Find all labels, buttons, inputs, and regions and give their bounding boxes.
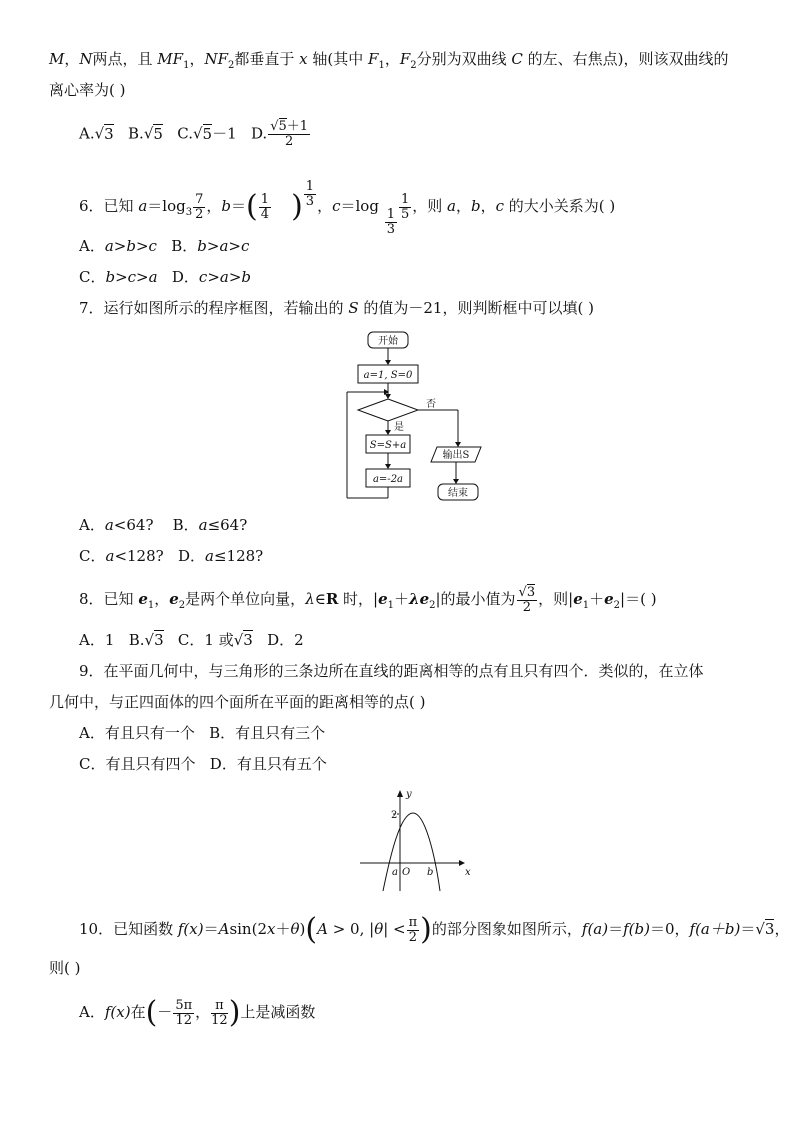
q8-stem: 8．已知 $e_1$，$e_2$是两个单位向量，λ∈R 时，$|e_1+\lambda e_2|$的最小值为 $\frac{√3}{2}$ ，则$|e_1+e_2|=$( ) (79, 584, 657, 615)
function-curve (383, 813, 440, 891)
q5-d-fraction: $\frac{√5+1}{2}$ (270, 119, 309, 149)
flow-decision-diamond (358, 399, 418, 421)
graph-a-label: a (392, 867, 398, 878)
q7-flowchart (335, 328, 495, 503)
graph-b-label: b (427, 867, 434, 878)
flow-end-label: 结束 (448, 488, 468, 499)
flow-yes-label: 是 (394, 422, 404, 433)
flow-init-label: a=1, S=0 (363, 370, 413, 381)
q6-options-row2: C．b>c>a D．c>a>b (79, 268, 252, 286)
q6-options-row1: A．a>b>c B．b>a>c (79, 237, 250, 255)
q9-line2: 几何中，与正四面体的四个面所在平面的距离相等的点( ) (49, 693, 426, 711)
q5-line1: M，N两点，且 $MF_1$，$NF_2$都垂直于 x 轴(其中 $F_1$，$F_2$分别为双曲线 C 的左、右焦点)，则该双曲线的 (49, 50, 729, 71)
graph-two-label: 2 (391, 810, 398, 821)
q10-line2: 则( ) (49, 959, 81, 977)
flow-no-label: 否 (426, 399, 436, 410)
q7-stem: 7．运行如图所示的程序框图，若输出的 S 的值为－21，则判断框中可以填( ) (79, 299, 594, 317)
q9-options-row1: A．有且只有一个 B．有且只有三个 (79, 724, 326, 742)
q9-line1: 9．在平面几何中，与三角形的三条边所在直线的距离相等的点有且只有四个．类似的，在立体 (79, 662, 704, 680)
flow-assign1-label: S=S+a (369, 440, 407, 451)
flow-assign2-label: a=-2a (372, 474, 404, 485)
q6-stem: 6．已知 $a=\log_3$ $\frac{7}{2}$ ，b＝( $\frac{1}{4}$ ) $^{\frac{1}{3}}$ ，c＝log $_{\frac{1}{3}}$ $\frac{1}{5}$ ，则 a，b，c 的大小关系为( ) (79, 179, 616, 237)
q10-function-graph (355, 785, 475, 895)
q5-line2: 离心率为( ) (49, 81, 126, 99)
q10-option-a: A．f(x)在(－ $\frac{5\pi}{12}$ ， $\frac{\pi}{12}$ )上是减函数 (79, 995, 316, 1030)
flow-start-label: 开始 (378, 336, 398, 347)
q7-options-row2: C．a<128? D．a≤128? (79, 547, 264, 565)
q8-options: A．1 B.√3 C．1 或√3 D．2 (79, 631, 304, 649)
q9-options-row2: C．有且只有四个 D．有且只有五个 (79, 755, 327, 773)
q5-options: A.√3 B.√5 C.√5－1 D. $\frac{√5+1}{2}$ (79, 119, 309, 149)
q10-stem: 10．已知函数 f(x)＝Asin(2x＋θ)(A > 0, |θ| < $\frac{\pi}{2}$ )的部分图象如图所示，f(a)＝f(b)＝0，f(a＋b)＝√3， (79, 912, 790, 947)
q7-options-row1: A．a<64? B．a≤64? (79, 516, 248, 534)
graph-x-label: x (465, 867, 471, 878)
flow-output-label: 输出S (442, 450, 470, 461)
graph-o-label: O (402, 867, 411, 878)
graph-y-label: y (406, 789, 412, 800)
